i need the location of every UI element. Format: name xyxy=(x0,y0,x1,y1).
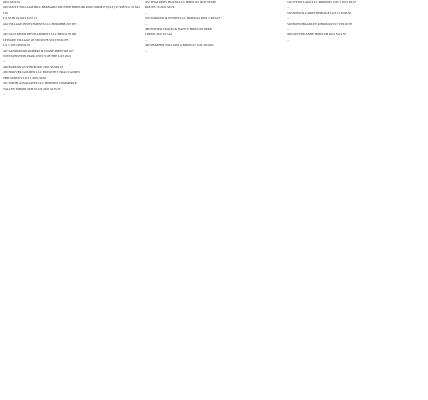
text-column-3 xyxy=(287,0,426,400)
text-line: ... xyxy=(3,59,6,64)
text-line: ... xyxy=(145,48,148,53)
text-line: 516 WYND LAKE LLC B0002847 LOT 5 2021 $0.07 xyxy=(287,0,357,4)
text-column-2 xyxy=(145,0,284,400)
text-line: 470 TOMASSI & JENSEN LLC B0000114 BOX 2 TRACT xyxy=(145,16,221,21)
text-line: CREEK 2021 $71.44 xyxy=(145,32,172,37)
text-line: 449 BURTON GUY B0303187 2021 $3,064.72 xyxy=(3,64,63,69)
text-line: 447 SANDERSON ROBERT & DIANE B0007198 107 xyxy=(3,48,74,53)
text-line: 480 FOSTER TRAVIS & NANCY B0001218 DEER xyxy=(145,27,212,32)
text-line: Lot 65 Bl 16 2021 $157.15 xyxy=(3,16,38,21)
text-line: 451 SMITH ASSOCIATES LLC B0002855 COMMERCE xyxy=(3,81,77,86)
text-line: Lot 1 2021 $8,016.01 xyxy=(3,43,31,48)
text-line: ... xyxy=(287,5,290,10)
text-line: ROUTE 70 2021 $0.79 xyxy=(145,5,175,10)
text-line: 443 SOUTT WILLIAM BILL BERNARD TRUSTEE B0003180 #2021 00008177(CLT) 27 $3876 G 31 $32 130 xyxy=(3,5,140,15)
text-line: ... xyxy=(3,27,6,32)
text-line: 2021 $322.61 xyxy=(3,0,21,4)
text-line: VALLEY MINOR SUB 9 LOT 2021 $123.35 xyxy=(3,86,61,91)
text-line: 452 THACKERY HOUSE LLC B0002101 OLD STATE xyxy=(145,0,217,4)
text-line: ... xyxy=(145,10,148,15)
text-line: 560 NUTTER ANNE B0005138 2021 $114.55 xyxy=(287,32,347,37)
text-line: 540 BOYD BRADLEY R B0002163 S7 T3N R17E xyxy=(287,21,353,26)
text-line: ... xyxy=(3,91,6,96)
text-line: LEISURE VILLAGE #0 536 $1978 S33 T3N R17E xyxy=(3,37,69,42)
text-line: 490 SHAFFER WILLIAM G B0002127 LOT 48 2021 xyxy=(145,43,214,48)
text-line: ... xyxy=(145,21,148,26)
text-line: 445 SALT RIVER DEVELOPMENT LLC B0341178 409 xyxy=(3,32,77,37)
text-line: 530 BOYD R LARRY B0004218 LOT 13 $128.50 xyxy=(287,10,352,15)
text-line: ... xyxy=(287,27,290,32)
text-line: ... xyxy=(145,37,148,42)
text-line: 444 VILLAGE INVESTMENTS LLC B0002888 250 TH xyxy=(3,21,76,26)
text-line: WITTGENSTEIN PARK UNIT 3 OF THE LOT 2021 xyxy=(3,54,72,59)
text-line: 450 HOOVER GOLDEN LLC B0332578 3 TRACT ACRES xyxy=(3,70,80,75)
text-column-1 xyxy=(3,0,142,400)
text-line: ... xyxy=(287,37,290,42)
text-line: ... xyxy=(287,16,290,21)
text-line: TBD SURVEY LOT 1 2021 $0.02 xyxy=(3,75,47,80)
